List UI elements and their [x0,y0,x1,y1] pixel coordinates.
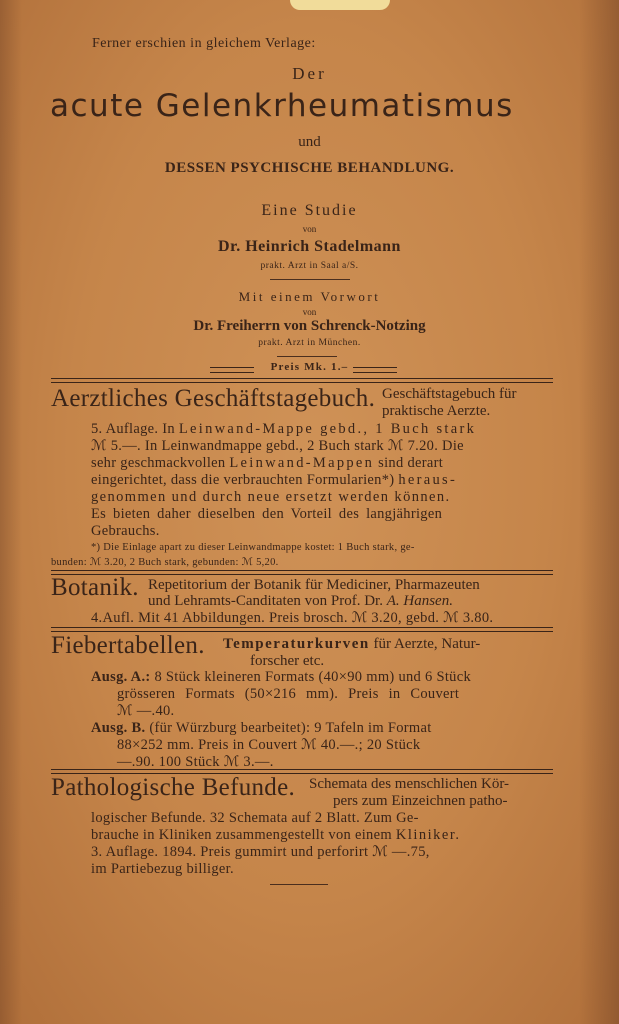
preface-author-role: prakt. Arzt in München. [258,338,361,348]
ad-footnote: bunden: ℳ 3.20, 2 Buch stark, gebunden: ℳ 5,20. [51,557,279,568]
foreword-label: Mit einem Vorwort [238,289,381,304]
ad-text-line: ℳ —.40. [117,703,175,719]
book-title: acute Gelenkrheumatismus [50,88,514,124]
ad-text-line: logischer Befunde. 32 Schemata auf 2 Blatt. Zum Ge- [91,810,419,826]
ad-text-line: brauche in Kliniken zusammengestellt von einem Kliniker. [91,827,461,843]
ad-subtitle: forscher etc. [250,653,325,669]
ad-text-line: 4.Aufl. Mit 41 Abbildungen. Preis brosch. ℳ 3.20, gebd. ℳ 3.80. [91,610,494,626]
von-label: von [302,307,317,317]
ad-subtitle: Schemata des menschlichen Kör- [309,776,510,792]
ad-text-line: grösseren Formats (50×216 mm). Preis in Couvert [117,686,460,702]
book-price: Preis Mk. 1.– [270,361,349,373]
book-subtitle: DESSEN PSYCHISCHE BEHANDLUNG. [164,160,455,176]
ad-text-line: eingerichtet, dass die verbrauchten Formularien*) heraus- [91,472,458,488]
ad-text-line: 3. Auflage. 1894. Preis gummirt und perforirt ℳ —.75, [91,844,430,860]
author-name: Dr. Heinrich Stadelmann [218,238,401,255]
title-conjunction: und [298,134,321,150]
ad-text-line: und Lehramts-Canditaten von Prof. Dr. A. Hansen. [148,593,453,609]
ad-title-pathologische-befunde: Pathologische Befunde. [51,774,296,801]
ad-text-line: Es bieten daher dieselben den Vorteil des langjährigen [91,506,443,522]
ad-text-line: —.90. 100 Stück ℳ 3.—. [117,754,274,770]
page-edge-shadow-right [579,0,619,1024]
ad-text-line: genommen und durch neue ersetzt werden können. [91,489,451,505]
ad-subtitle: praktische Aerzte. [382,403,491,419]
divider-short [270,279,350,280]
ad-text-line: 5. Auflage. In Leinwand-Mappe gebd., 1 Buch stark [91,421,477,437]
von-label: von [302,224,317,234]
ad-footnote: *) Die Einlage apart zu dieser Leinwandmappe kostet: 1 Buch stark, ge- [91,542,415,553]
preface-author: Dr. Freiherrn von Schrenck-Notzing [193,318,426,334]
author-role: prakt. Arzt in Saal a/S. [260,261,359,271]
ad-text-line: sehr geschmackvollen Leinwand-Mappen sind derart [91,455,444,471]
torn-paper-corner [290,0,390,10]
ad-title-geschaeftstagebuch: Aerztliches Geschäftstagebuch. [51,385,376,412]
end-divider [270,884,328,885]
ad-subtitle: pers zum Einzeichnen patho- [333,793,508,809]
ad-text-line: im Partiebezug billiger. [91,861,234,877]
book-title-article: Der [292,64,327,83]
section-rule [51,378,553,383]
divider-short [277,356,337,357]
ad-text-line: Ausg. A.: 8 Stück kleineren Formats (40×90 mm) und 6 Stück [91,669,472,685]
publisher-note: Ferner erschien in gleichem Verlage: [92,36,316,51]
ad-text-line: ℳ 5.—. In Leinwandmappe gebd., 2 Buch stark ℳ 7.20. Die [91,438,464,454]
ad-title-fiebertabellen: Fiebertabellen. [51,632,205,659]
ad-subtitle: Temperaturkurven für Aerzte, Natur- [223,636,481,652]
page-edge-shadow-left [0,0,22,1024]
ad-text-line: Gebrauchs. [91,523,160,539]
ad-text-line: 88×252 mm. Preis in Couvert ℳ 40.—.; 20 Stück [117,737,421,753]
study-label: Eine Studie [261,202,358,219]
ad-subtitle: Geschäftstagebuch für [382,386,517,402]
ad-text-line: Ausg. B. (für Würzburg bearbeitet): 9 Tafeln im Format [91,720,432,736]
ad-title-botanik: Botanik. [51,574,139,601]
ad-text-line: Repetitorium der Botanik für Mediciner, Pharmazeuten [148,577,480,593]
price-ornament-right [353,367,397,373]
